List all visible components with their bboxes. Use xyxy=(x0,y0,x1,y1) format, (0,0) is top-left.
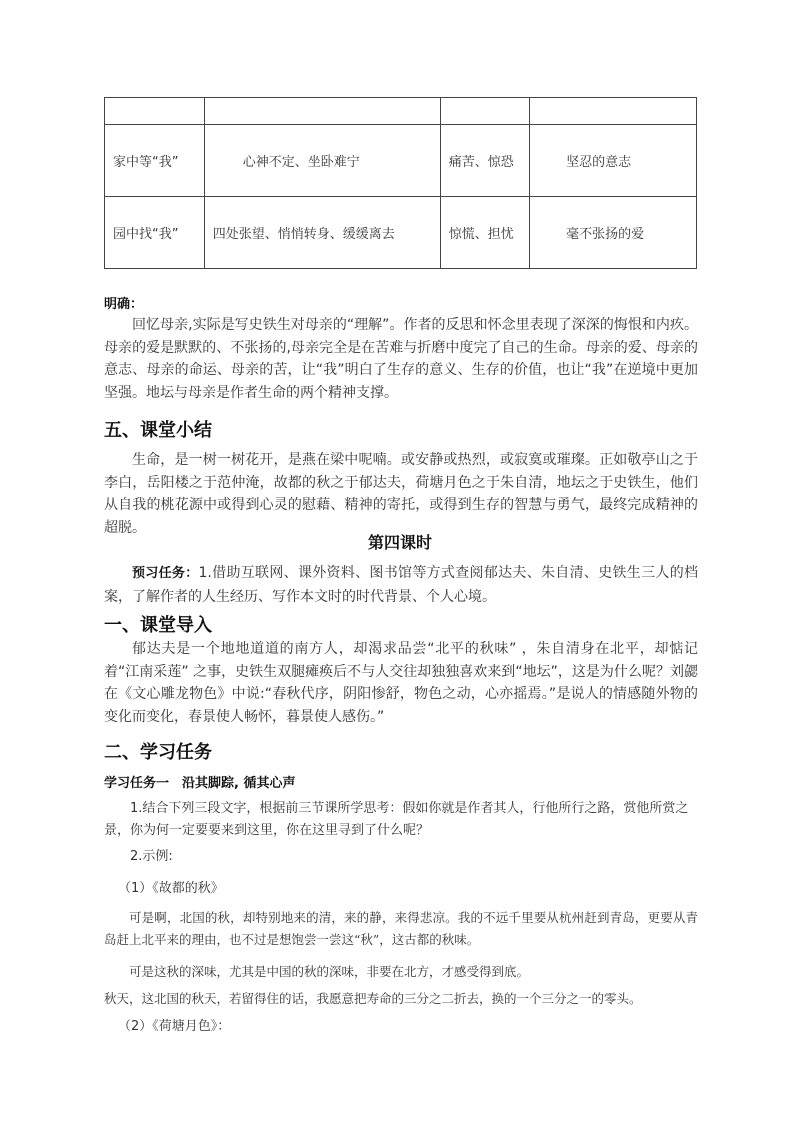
table-cell xyxy=(440,98,529,125)
table-row xyxy=(105,197,697,269)
example-2-title: （2）《荷塘月色》： xyxy=(118,1019,231,1034)
task-item-2: 2.示例: xyxy=(130,849,173,864)
comparison-table xyxy=(104,97,697,269)
preview-task-label: 预习任务： xyxy=(132,566,199,581)
table-cell: 心神不定、坐卧难宁 xyxy=(204,125,440,197)
table-row xyxy=(105,98,697,125)
summary-paragraph: 生命，是一树一树花开，是燕在梁中呢喃。或安静或热烈，或寂寞或璀璨。正如敬亭山之于李白，岳阳楼之于范仲淹，故都的秋之于郁达夫，荷塘月色之于朱自清，地坛之于史铁生，他们从自我的桃花源中或得到心灵的慰藉、精神的寄托，或得到生存的智慧与勇气，最终完成精神的超脱。 xyxy=(104,452,698,536)
table-cell xyxy=(204,98,440,125)
table-cell: 痛苦、惊恐 xyxy=(440,125,529,197)
table-cell: 毫不张扬的爱 xyxy=(530,197,697,269)
lesson-title: 第四课时 xyxy=(367,533,432,552)
table-cell: 坚忍的意志 xyxy=(530,125,697,197)
preview-task xyxy=(104,562,698,608)
section-heading-intro: 一、课堂导入 xyxy=(104,615,212,636)
table-cell: 惊慌、担忧 xyxy=(440,197,529,269)
mingque-paragraph: 回忆母亲,实际是写史铁生对母亲的“理解”。作者的反思和怀念里表现了深深的悔恨和内疚。母亲的爱是默默的、不张扬的,母亲完全是在苦难与折磨中度完了自己的生命。母亲的爱、母亲的意志、母亲的命运、母亲的苦，让“我”明白了生存的意义、生存的价值，也让“我”在逆境中更加坚强。地坛与母亲是作者生命的两个精神支撑。 xyxy=(104,317,698,401)
example-1-paragraph-3: 秋天，这北国的秋天，若留得住的话，我愿意把寿命的三分之二折去，换的一个三分之一的零头。 xyxy=(104,991,642,1006)
intro-paragraph: 郁达夫是一个地地道道的南方人，却渴求品尝“北平的秋味” ，朱自清身在北平，却惦记着“江南采莲” 之事，史铁生双腿瘫痪后不与人交往却独独喜欢来到“地坛”，这是为什么呢？刘勰在《文心雕龙物色》中说:“春秋代序，阴阳惨舒，物色之动，心亦摇焉。”是说人的情感随外物的变化而变化，春景使人畅怀，暮景使人感伤。” xyxy=(104,641,698,725)
example-1-paragraph-1: 可是啊，北国的秋，却特别地来的清，来的静，来得悲凉。我的不远千里要从杭州赶到青岛，更要从青岛赶上北平来的理由，也不过是想饱尝一尝这“秋”，这古都的秋味。 xyxy=(104,910,698,947)
table-cell: 家中等“我” xyxy=(105,125,205,197)
mingque-label: 明确： xyxy=(104,297,144,312)
example-1-paragraph-2: 可是这秋的深味，尤其是中国的秋的深味，非要在北方，才感受得到底。 xyxy=(129,964,530,979)
task1-title: 学习任务一 沿其脚踪, 循其心声 xyxy=(104,776,296,791)
table-cell: 园中找“我” xyxy=(105,197,205,269)
preview-task-text: 1.借助互联网、课外资料、图书馆等方式查阅郁达夫、朱自清、史铁生三人的档案，了解作者的人生经历、写作本文时的时代背景、个人心境。 xyxy=(104,565,698,605)
section-heading-tasks: 二、学习任务 xyxy=(104,742,212,763)
table-cell: 四处张望、悄悄转身、缓缓离去 xyxy=(204,197,440,269)
section-heading-summary: 五、课堂小结 xyxy=(104,420,212,441)
example-1-title: （1）《故都的秋》 xyxy=(118,881,224,896)
table-cell xyxy=(105,98,205,125)
table-cell xyxy=(530,98,697,125)
task-item-1: 1.结合下列三段文字，根据前三节课所学思考：假如你就是作者其人，行他所行之路，赏他所赏之景，你为何一定要要来到这里，你在这里寻到了什么呢？ xyxy=(104,801,689,838)
table-row xyxy=(105,125,697,197)
